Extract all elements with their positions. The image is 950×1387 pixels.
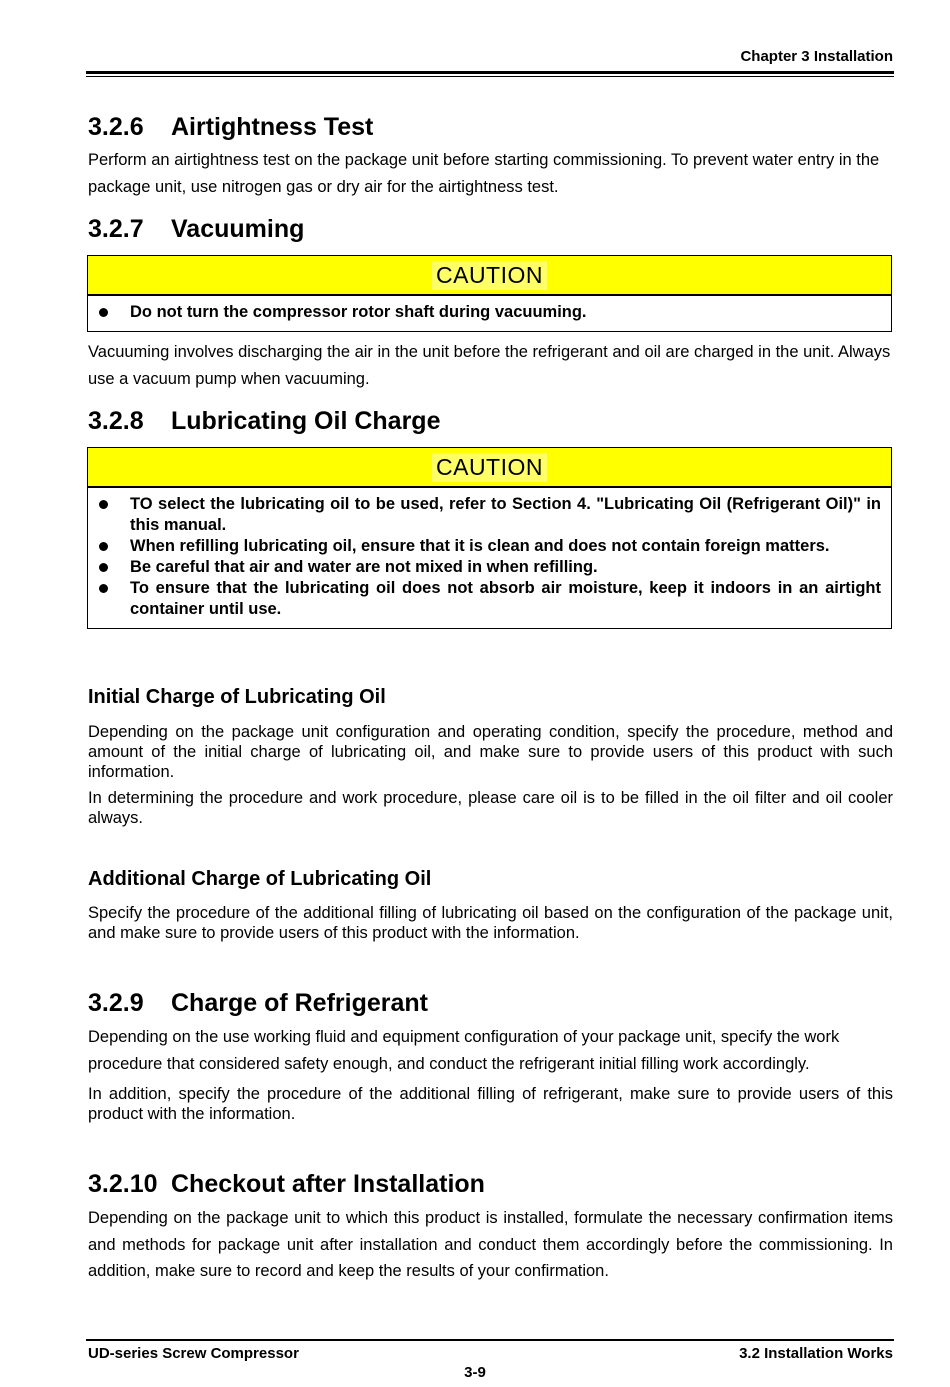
caution-list <box>88 296 891 331</box>
bullet-icon <box>99 308 108 317</box>
caution-list <box>88 488 891 628</box>
bullet-icon <box>99 542 108 551</box>
page-number: 3-9 <box>464 1364 486 1381</box>
section-number: 3.2.9 <box>88 989 144 1017</box>
caution-item: To ensure that the lubricating oil does not absorb air moisture, keep it indoors in an airtight container until use. <box>98 578 881 620</box>
subheading-initial-charge: Initial Charge of Lubricating Oil <box>88 686 386 708</box>
section-title: Charge of Refrigerant <box>171 989 428 1017</box>
footer-product: UD-series Screw Compressor <box>88 1345 299 1362</box>
checkout-paragraph: Depending on the package unit to which this product is installed, formulate the necessary confirmation items and methods for package unit after installation and conduct them accordingly before the commissioning. In addition, make sure to record and keep the results of your confirmation. <box>88 1209 893 1280</box>
bullet-icon <box>99 584 108 593</box>
section-title: Vacuuming <box>171 215 305 243</box>
caution-item: TO select the lubricating oil to be used, refer to Section 4. "Lubricating Oil (Refrigerant Oil)" in this manual. <box>98 494 881 536</box>
section-heading-3-2-8 <box>88 407 440 436</box>
bullet-icon <box>99 500 108 509</box>
caution-header <box>88 256 891 296</box>
footer-section: 3.2 Installation Works <box>739 1345 893 1362</box>
section-title: Checkout after Installation <box>171 1170 485 1198</box>
section-number: 3.2.8 <box>88 407 144 435</box>
section-number: 3.2.7 <box>88 215 144 243</box>
header-rule <box>86 71 894 77</box>
additional-charge-paragraph: Specify the procedure of the additional filling of lubricating oil based on the configuration of the package unit, and make sure to provide users of this product with the information. <box>88 904 893 942</box>
section-number: 3.2.10 <box>88 1170 158 1198</box>
section-heading-3-2-7 <box>88 215 304 244</box>
vacuuming-paragraph: Vacuuming involves discharging the air in the unit before the refrigerant and oil are charged in the unit. Always use a vacuum pump when vacuuming. <box>88 343 891 388</box>
caution-title: CAUTION <box>432 261 547 290</box>
refrigerant-paragraph-1: Depending on the use working fluid and equipment configuration of your package unit, specify the work procedure that considered safety enough, and conduct the refrigerant initial filling work accordingly. <box>88 1028 840 1073</box>
caution-header <box>88 448 891 488</box>
subheading-additional-charge: Additional Charge of Lubricating Oil <box>88 868 432 890</box>
caution-item: Do not turn the compressor rotor shaft during vacuuming. <box>98 302 881 323</box>
refrigerant-paragraph-2: In addition, specify the procedure of the additional filling of refrigerant, make sure to provide users of this product with the information. <box>88 1085 893 1123</box>
caution-item: When refilling lubricating oil, ensure that it is clean and does not contain foreign matters. <box>98 536 881 557</box>
section-title: Lubricating Oil Charge <box>171 407 441 435</box>
initial-charge-paragraph-2: In determining the procedure and work procedure, please care oil is to be filled in the oil filter and oil cooler always. <box>88 789 893 827</box>
section-heading-3-2-6 <box>88 113 373 142</box>
caution-item: Be careful that air and water are not mixed in when refilling. <box>98 557 881 578</box>
footer-rule <box>86 1339 894 1341</box>
running-header: Chapter 3 Installation <box>740 48 893 65</box>
section-heading-3-2-9 <box>88 989 428 1018</box>
caution-box-lubricating-oil <box>87 447 892 629</box>
section-heading-3-2-10 <box>88 1170 485 1199</box>
caution-title: CAUTION <box>432 453 547 482</box>
section-title: Airtightness Test <box>171 113 374 141</box>
airtightness-paragraph: Perform an airtightness test on the package unit before starting commissioning. To prevent water entry in the package unit, use nitrogen gas or dry air for the airtightness test. <box>88 151 880 196</box>
initial-charge-paragraph-1: Depending on the package unit configuration and operating condition, specify the procedure, method and amount of the initial charge of lubricating oil, and make sure to provide users of this product with such information. <box>88 723 893 781</box>
section-number: 3.2.6 <box>88 113 144 141</box>
caution-box-vacuuming <box>87 255 892 332</box>
bullet-icon <box>99 563 108 572</box>
